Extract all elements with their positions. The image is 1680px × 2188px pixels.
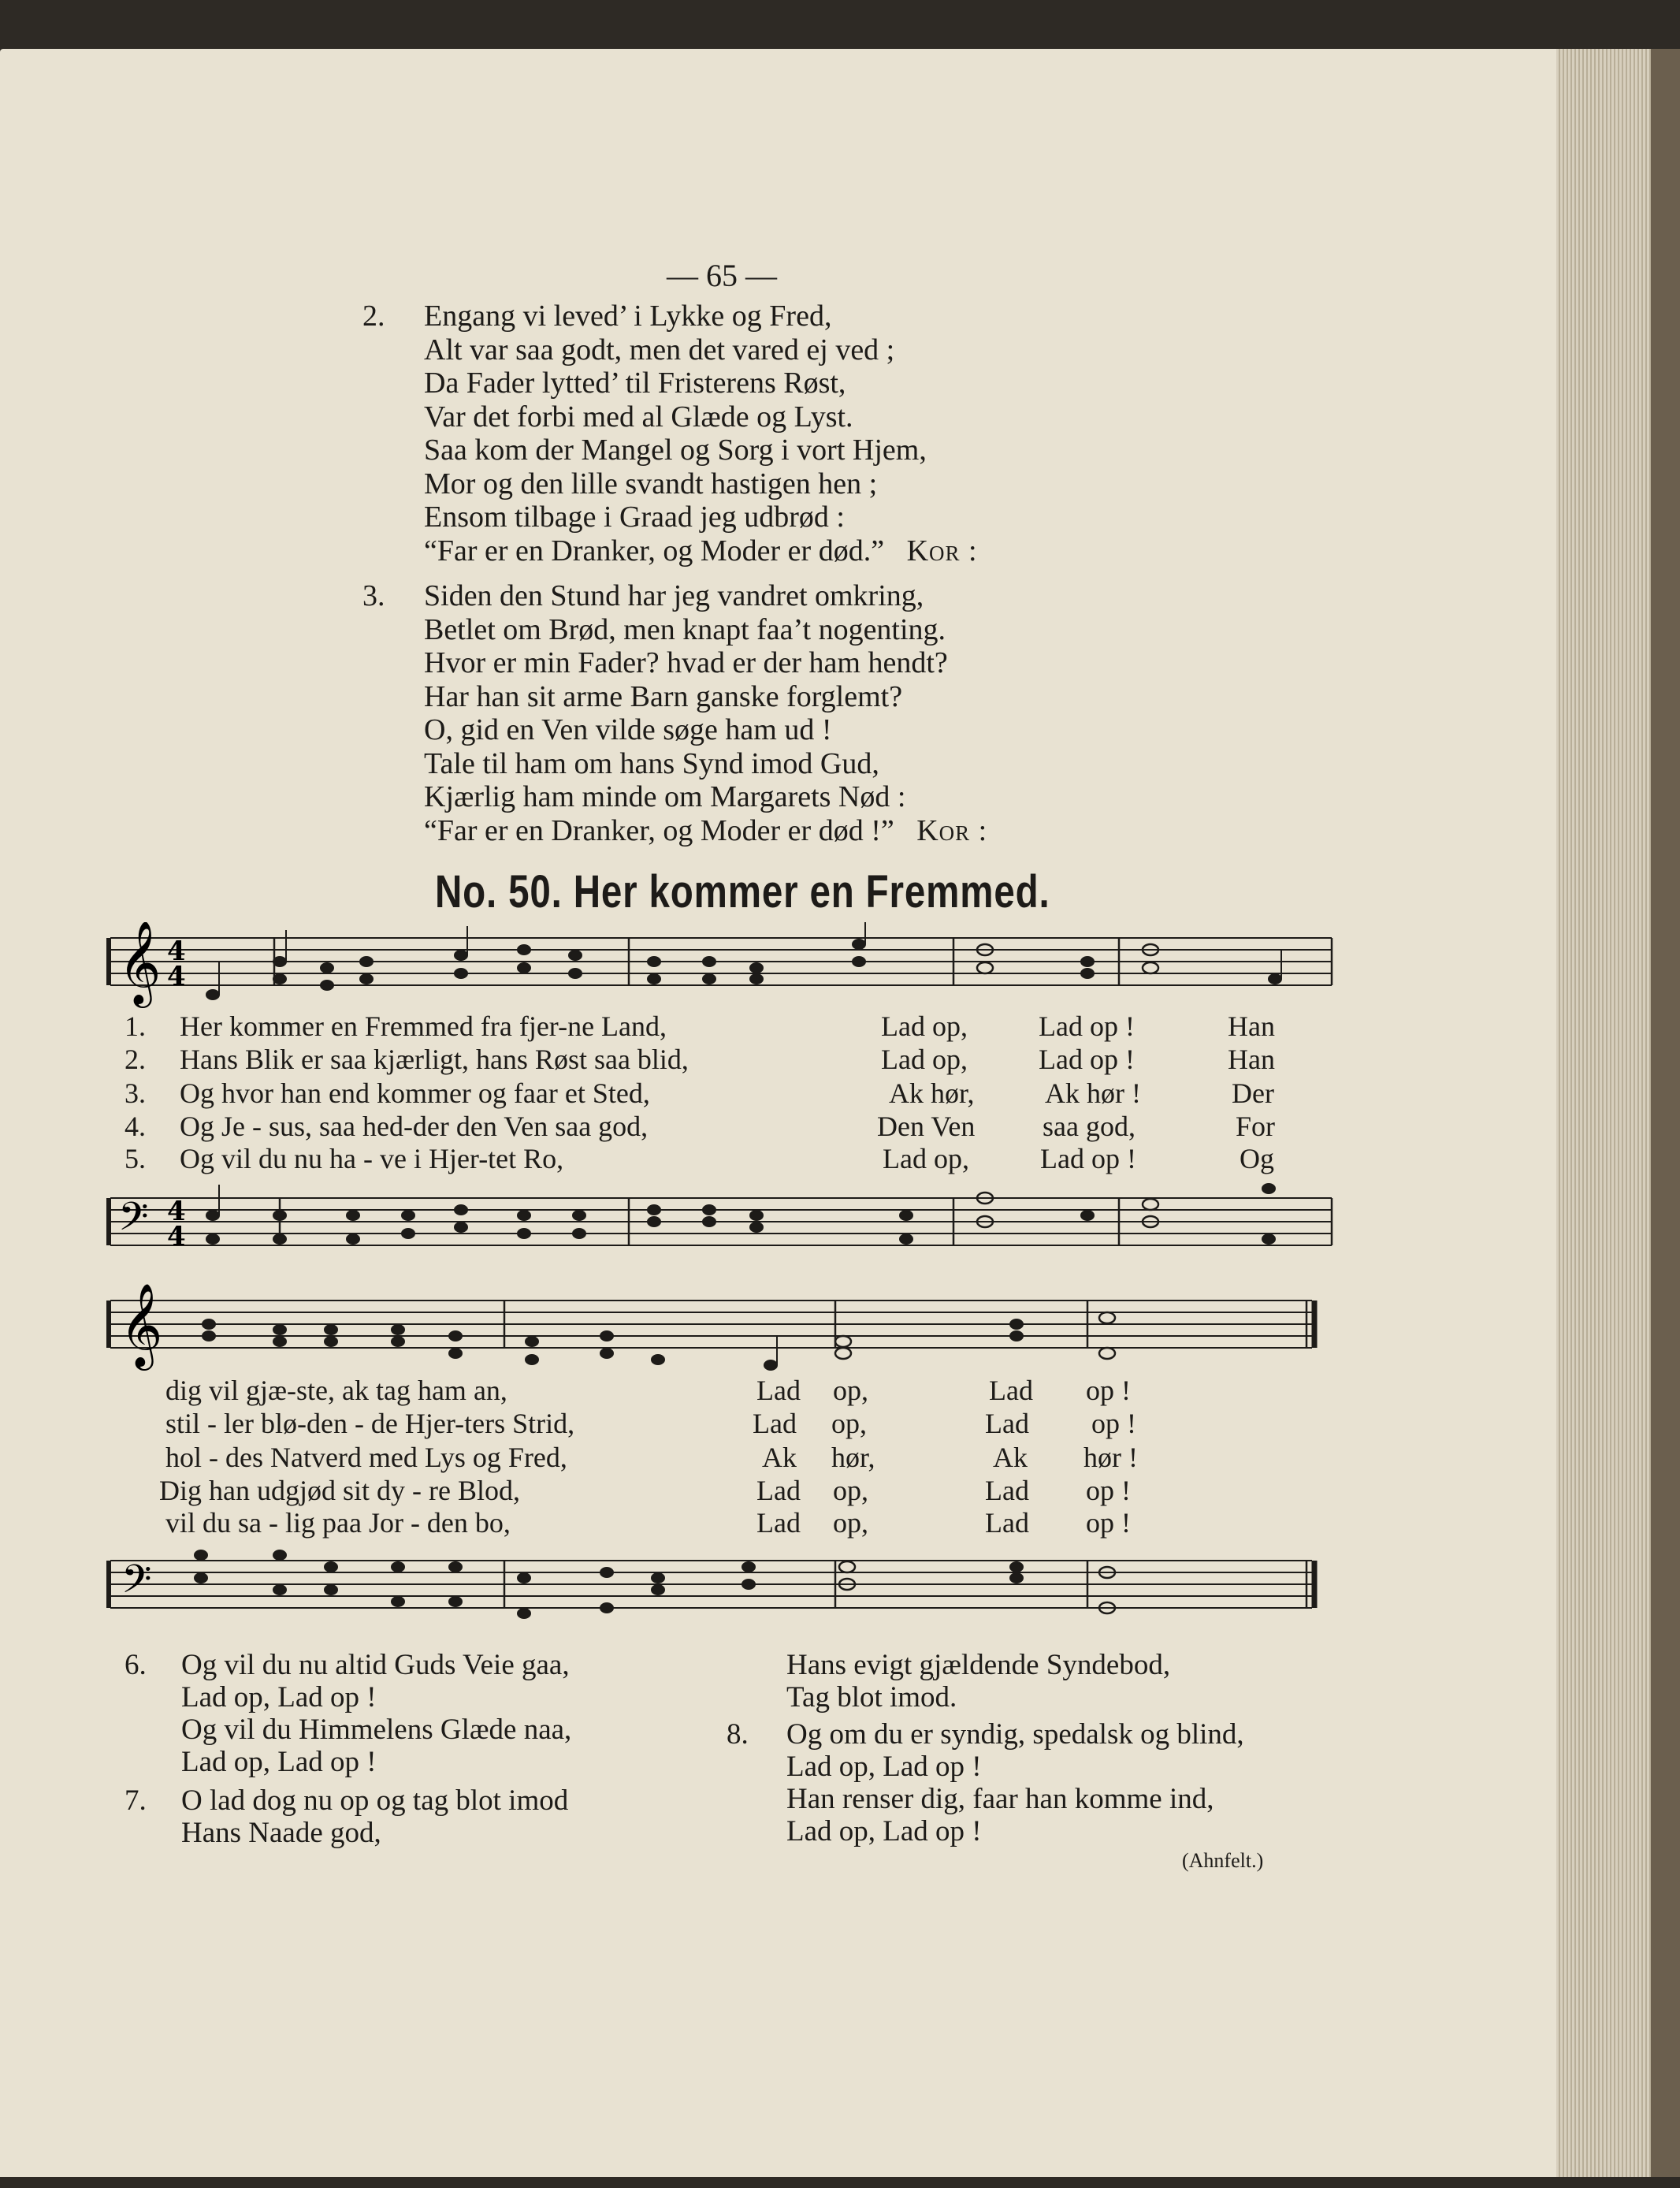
stanza-line: Kjærlig ham minde om Margarets Nød : [424, 780, 906, 813]
lyric-text: Den Ven [877, 1111, 976, 1142]
stanza-line [424, 814, 987, 848]
bass-staff-system-2 [102, 1529, 1340, 1639]
lyric-text: op, [831, 1408, 867, 1439]
song-title: No. 50. Her kommer en Fremmed. [435, 866, 1050, 917]
verse-line-text: Og vil du nu altid Guds Veie gaa, [181, 1649, 570, 1681]
verse-number: 7. [125, 1784, 147, 1817]
lyric-text: Lad [753, 1408, 797, 1439]
lyric-text: Ak [993, 1442, 1028, 1473]
time-signature: 4 [167, 1196, 186, 1227]
lyric-text: hør, [831, 1442, 875, 1473]
stanza-line: Mor og den lille svandt hastigen hen ; [424, 467, 878, 500]
book-cover-edge [1651, 49, 1680, 2188]
stanza-line: Hvor er min Fader? hvad er der ham hendt? [424, 646, 948, 679]
treble-clef-icon: 𝄞 [118, 922, 162, 1004]
treble-clef-icon: 𝄞 [120, 1282, 163, 1367]
page-edges [1556, 49, 1651, 2177]
lyric-text: op ! [1086, 1475, 1131, 1506]
lyric-text: op, [833, 1475, 868, 1506]
composer-credit: (Ahnfelt.) [1182, 1849, 1264, 1872]
stanza-line: Saa kom der Mangel og Sorg i vort Hjem, [424, 434, 927, 467]
stanza-line: Har han sit arme Barn ganske forglemt? [424, 679, 903, 713]
lyric-text: Lad [985, 1507, 1029, 1539]
verse-line: Han renser dig, faar han komme ind, [786, 1783, 1214, 1815]
lyric-text: Lad op, [883, 1143, 969, 1174]
lyric-text: Ak [762, 1442, 797, 1473]
verse-number: 4. [125, 1111, 146, 1142]
lyric-text: Ak hør ! [1045, 1077, 1141, 1109]
lyric-text: Dig han udgjød sit dy - re Blod, [159, 1475, 520, 1506]
verse-line [727, 1718, 1244, 1751]
lyric-text: op ! [1086, 1375, 1131, 1406]
lyric-text: saa god, [1043, 1111, 1135, 1142]
lyric-text: Ak hør, [889, 1077, 975, 1109]
verse-7 [125, 1784, 569, 1849]
verse-line: Og vil du Himmelens Glæde naa, [181, 1714, 572, 1746]
verse-line: Hans Naade god, [181, 1817, 381, 1849]
stanza-line: Siden den Stund har jeg vandret omkring, [424, 579, 924, 612]
binding-shadow [0, 2177, 1680, 2188]
chorus-marker: Kor : [916, 813, 988, 847]
stanza-line: Tale til ham om hans Synd imod Gud, [424, 746, 879, 780]
lyric-text: op ! [1086, 1507, 1131, 1539]
lyric-text: op, [833, 1507, 868, 1539]
lyric-text: Lad op, [881, 1044, 968, 1075]
lyric-text: stil - ler blø-den - de Hjer-ters Strid, [165, 1408, 575, 1439]
verse-number: 1. [125, 1010, 146, 1042]
lyric-text: Lad [985, 1475, 1029, 1506]
bass-clef-icon: 𝄢 [118, 1194, 149, 1249]
lyric-text: op, [833, 1375, 868, 1406]
lyric-text: hør ! [1083, 1442, 1138, 1473]
bass-clef-icon: 𝄢 [121, 1557, 152, 1612]
treble-staff-system-1 [102, 922, 1340, 1025]
verse-line: Lad op, Lad op ! [181, 1681, 377, 1714]
lyric-text: Lad op ! [1039, 1010, 1135, 1042]
lyrics-system-2 [159, 1375, 1347, 1539]
lyric-text: Lad [989, 1375, 1033, 1406]
stanza-line-text: “Far er en Dranker, og Moder er død.” [424, 534, 885, 567]
bass-staff-system-1 [102, 1165, 1340, 1275]
stanza-line: O, gid en Ven vilde søge ham ud ! [424, 713, 832, 746]
lyric-text: Og hvor han end kommer og faar et Sted, [180, 1077, 650, 1109]
verse-line: Lad op, Lad op ! [181, 1746, 377, 1778]
stanza-line: Ensom tilbage i Graad jeg udbrød : [424, 500, 845, 534]
time-signature: 4 [167, 936, 186, 967]
verse-line-text: Og om du er syndig, spedalsk og blind, [786, 1718, 1244, 1751]
stanza-number: 3. [362, 579, 385, 612]
lyric-text: For [1236, 1111, 1276, 1142]
lyric-text: Hans Blik er saa kjærligt, hans Røst saa blid, [180, 1044, 689, 1075]
page-number: — 65 — [667, 258, 777, 293]
lyric-text: Der [1232, 1077, 1274, 1109]
lyric-text: Og vil du nu ha - ve i Hjer-tet Ro, [180, 1143, 564, 1174]
chorus-marker: Kor : [906, 534, 978, 567]
stanza-line: Engang vi leved’ i Lykke og Fred, [424, 300, 832, 333]
svg-text:4: 4 [167, 1221, 186, 1252]
verse-line: Lad op, Lad op ! [786, 1815, 982, 1848]
verse-number: 2. [125, 1044, 146, 1075]
stanza-line-text: “Far er en Dranker, og Moder er død !” [424, 813, 894, 847]
lyrics-system-1 [125, 1010, 1346, 1174]
lyric-text: hol - des Natverd med Lys og Fred, [165, 1442, 567, 1473]
lyric-text: Lad [985, 1408, 1029, 1439]
lyric-text: Lad op ! [1040, 1143, 1136, 1174]
stanza-line: Da Fader lytted’ til Fristerens Røst, [424, 367, 846, 400]
lyric-text: op ! [1091, 1408, 1136, 1439]
verse-number: 6. [125, 1649, 147, 1681]
stanza-line: Alt var saa godt, men det vared ej ved ; [424, 333, 895, 367]
verse-line: Lad op, Lad op ! [786, 1751, 982, 1783]
lyric-text: Her kommer en Fremmed fra fjer-ne Land, [180, 1010, 667, 1042]
lyric-text: dig vil gjæ-ste, ak tag ham an, [165, 1375, 507, 1406]
verse-line-text: O lad dog nu op og tag blot imod [181, 1784, 569, 1817]
stanza-number: 2. [362, 300, 385, 333]
svg-text:4: 4 [167, 961, 186, 992]
lyric-text: Og [1240, 1143, 1274, 1174]
treble-staff-system-2 [102, 1277, 1340, 1379]
stanza-line: Betlet om Brød, men knapt faa’t nogenting. [424, 612, 946, 646]
verse-line [125, 1649, 571, 1681]
lyric-text: Lad op, [881, 1010, 968, 1042]
lyric-text: vil du sa - lig paa Jor - den bo, [165, 1507, 511, 1539]
verse-8 [727, 1718, 1244, 1848]
verse-number: 3. [125, 1077, 146, 1109]
lyric-text: Lad op ! [1039, 1044, 1135, 1075]
verse-7-continued [786, 1649, 1170, 1714]
verse-number: 5. [125, 1143, 146, 1174]
stanza-3 [362, 579, 988, 847]
lyric-text: Han [1228, 1044, 1275, 1075]
lyric-text: Lad [756, 1475, 801, 1506]
verse-line: Tag blot imod. [786, 1681, 957, 1714]
lyric-text: Lad [756, 1507, 801, 1539]
verse-line: Hans evigt gjældende Syndebod, [786, 1649, 1171, 1681]
lyric-text: Lad [756, 1375, 801, 1406]
stanza-line: Var det forbi med al Glæde og Lyst. [424, 400, 853, 434]
stanza-line [424, 534, 978, 568]
lyric-text: Og Je - sus, saa hed-der den Ven saa god, [180, 1111, 649, 1142]
lyric-text: Han [1228, 1010, 1275, 1042]
verse-number: 8. [727, 1718, 749, 1751]
stanza-2 [362, 300, 978, 567]
verse-6 [125, 1649, 571, 1778]
verse-line [125, 1784, 569, 1817]
